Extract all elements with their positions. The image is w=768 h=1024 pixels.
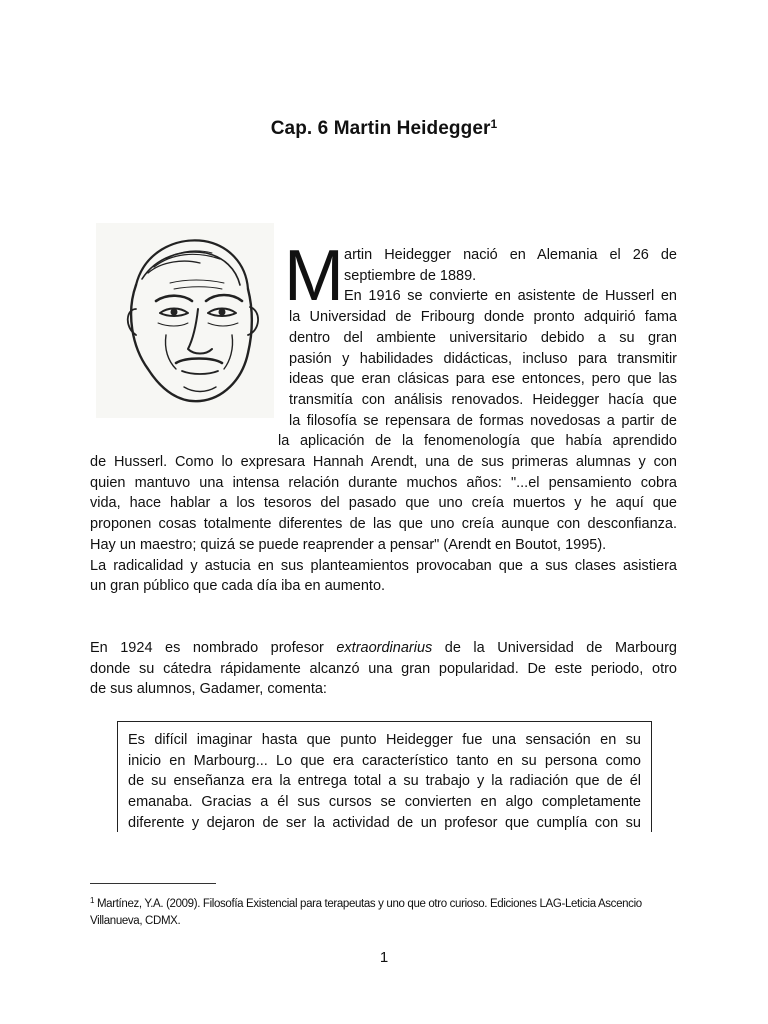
p2-italic-term: extraordinarius [336,640,433,656]
intro-line-4: la Universidad de Fribourg donde pronto adquirió fama [289,309,677,326]
intro-line-12: quien mantuvo una intensa relación durante muchos años: "...el pensamiento cobra [90,474,677,491]
title-footnote-mark: 1 [490,117,498,131]
footnote-text-1: Martínez, Y.A. (2009). Filosofía Existencial para terapeutas y uno que otro curioso. Ediciones LAG-Leticia Ascencio [94,898,642,910]
quote-line-1: Es difícil imaginar hasta que punto Heidegger fue una sensación en su [128,732,641,748]
quote-line-3: de su enseñanza era la entrega total a su trabajo y la radiación que de él [128,773,641,790]
chapter-title [0,117,768,140]
footnote-line-2: Villanueva, CDMX. [90,915,181,927]
quote-box [117,721,652,832]
footnote-mark: 1 [90,896,95,905]
quote-line-2: inicio en Marbourg... Lo que era característico tanto en su persona como [128,752,641,769]
paragraph2-line-2: donde su cátedra rápidamente alcanzó una gran popularidad. De este periodo, otro [90,660,677,677]
intro-line-10: la aplicación de la fenomenología que había aprendido [278,433,677,450]
intro-line-3: En 1916 se convierte en asistente de Husserl en [344,288,677,305]
intro-line-7: ideas que eran clásicas para ese entonces, pero que las [289,371,677,388]
portrait-sketch-image [96,223,274,418]
intro-line-8: transmitía con análisis renovados. Heidegger hacía que [289,391,677,408]
intro-line-17: un gran público que cada día iba en aumento. [90,578,386,595]
intro-line-9: la filosofía se repensara de formas novedosas a partir de [289,412,677,429]
page-number: 1 [379,949,389,966]
quote-line-5: diferente y dejaron de ser la actividad de un profesor que cumplía con su [128,814,641,831]
intro-line-6: pasión y habilidades didácticas, incluso para transmitir [289,350,677,367]
intro-line-5: dentro del ambiente universitario debido a su gran [289,329,677,346]
intro-line-14: proponen cosas totalmente diferentes de las que uno creía aunque con desconfianza. [90,516,677,533]
intro-line-13: vida, hace hablar a los tesoros del pasado que uno creía muertos y he aquí que [90,495,677,512]
p2-text-before: En 1924 es nombrado profesor [90,640,337,656]
paragraph2-line-1 [90,638,677,659]
quote-line-4: emanaba. Gracias a él sus cursos se convierten en algo completamente [128,794,641,811]
intro-line-1: artin Heidegger nació en Alemania el 26 de [344,247,677,263]
intro-line-16: La radicalidad y astucia en sus planteamientos provocaban que a sus clases asistiera [90,557,677,574]
chapter-title-text: Cap. 6 Martin Heidegger [270,118,491,139]
footnote-divider [90,883,216,884]
intro-line-15: Hay un maestro; quizá se puede reaprender a pensar" (Arendt en Boutot, 1995). [90,536,607,553]
intro-line-11: de Husserl. Como lo expresara Hannah Arendt, una de sus primeras alumnas y con [90,454,677,470]
p2-text-after: de la Universidad de Marbourg [432,640,678,656]
paragraph2-line-3: de sus alumnos, Gadamer, comenta: [90,681,327,698]
intro-line-2: septiembre de 1889. [344,267,477,284]
drop-cap-letter: M [284,236,344,316]
